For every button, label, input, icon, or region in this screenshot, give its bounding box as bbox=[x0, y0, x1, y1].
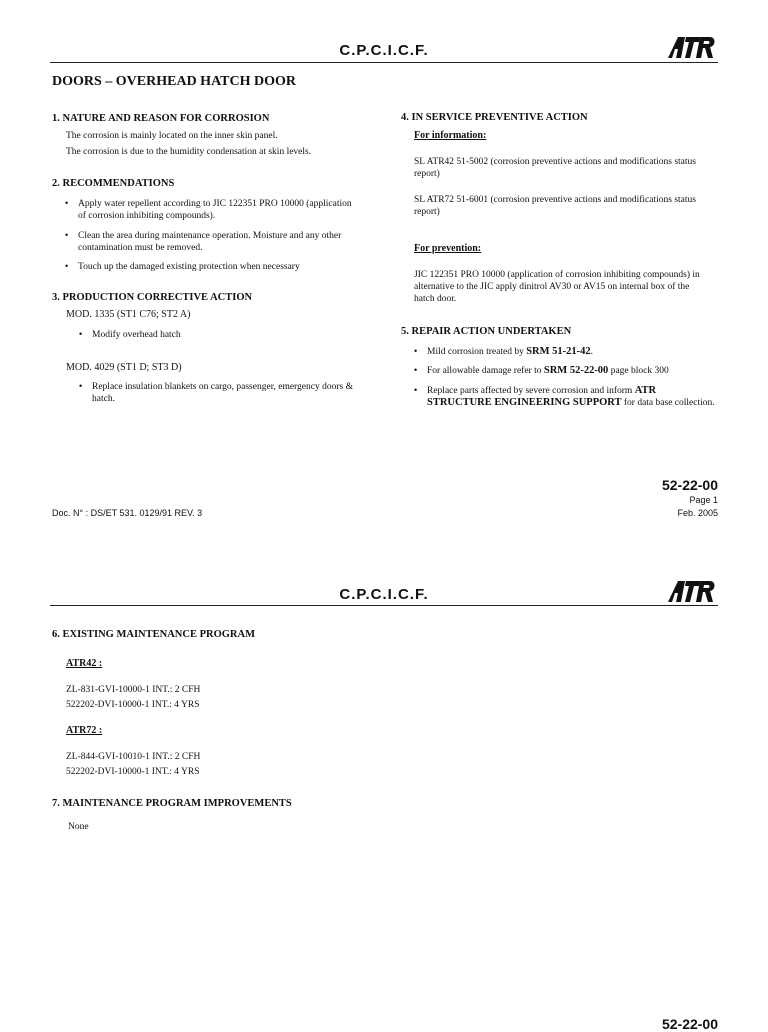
revision-date: Feb. 2005 bbox=[677, 508, 718, 518]
bullet-icon: • bbox=[65, 261, 69, 271]
mod-4029-action-line-2: hatch. bbox=[92, 394, 115, 404]
recommendation-3: Touch up the damaged existing protection when necessary bbox=[78, 262, 300, 272]
for-information-label: For information: bbox=[414, 130, 487, 141]
sl-atr72-line-2: report) bbox=[414, 207, 440, 217]
atr-logo-icon bbox=[666, 578, 716, 604]
section-6-heading: 6. EXISTING MAINTENANCE PROGRAM bbox=[52, 629, 256, 640]
mod-4029-title: MOD. 4029 (ST1 D; ST3 D) bbox=[66, 362, 182, 373]
page-code: 52-22-00 bbox=[661, 477, 718, 493]
section-7-heading: 7. MAINTENANCE PROGRAM IMPROVEMENTS bbox=[52, 798, 292, 809]
bullet-icon: • bbox=[79, 381, 83, 391]
repair-2-ref: SRM 52-22-00 bbox=[543, 365, 609, 376]
section-7-text: None bbox=[68, 822, 89, 832]
repair-3-support: STRUCTURE ENGINEERING SUPPORT bbox=[427, 397, 622, 408]
bullet-icon: • bbox=[65, 230, 69, 240]
atr-logo-icon bbox=[666, 34, 716, 60]
recommendation-1-line-2: of corrosion inhibiting compounds). bbox=[78, 211, 216, 221]
atr72-label: ATR72 : bbox=[66, 725, 103, 736]
section-5-heading: 5. REPAIR ACTION UNDERTAKEN bbox=[401, 326, 572, 337]
section-2-heading: 2. RECOMMENDATIONS bbox=[52, 178, 175, 189]
prevention-line-1: JIC 122351 PRO 10000 (application of corrosion inhibiting compounds) in bbox=[414, 270, 700, 280]
repair-2-text: For allowable damage refer to bbox=[427, 366, 544, 376]
atr72-task-2: 522202-DVI-10000-1 INT.: 4 YRS bbox=[66, 767, 200, 777]
recommendation-2-line-2: contamination must be removed. bbox=[78, 243, 203, 253]
header-rule bbox=[50, 605, 718, 606]
repair-3-line-1 bbox=[427, 385, 656, 397]
repair-3-atr: ATR bbox=[634, 385, 657, 396]
bullet-icon: • bbox=[414, 365, 418, 375]
repair-3-end: for data base collection. bbox=[621, 398, 715, 408]
repair-2 bbox=[427, 365, 669, 377]
repair-3-line-2 bbox=[427, 397, 715, 409]
page-code-partial: 52-22-00 bbox=[661, 1016, 718, 1032]
bullet-icon: • bbox=[414, 346, 418, 356]
repair-3-text: Replace parts affected by severe corrosion and inform bbox=[427, 386, 635, 396]
mod-1335-title: MOD. 1335 (ST1 C76; ST2 A) bbox=[66, 309, 191, 320]
sl-atr42-line-1: SL ATR42 51-5002 (corrosion preventive actions and modifications status bbox=[414, 157, 696, 167]
atr72-task-1: ZL-844-GVI-10010-1 INT.: 2 CFH bbox=[66, 752, 201, 762]
for-prevention-label: For prevention: bbox=[414, 243, 482, 254]
section-1-line-1: The corrosion is mainly located on the inner skin panel. bbox=[66, 131, 278, 141]
repair-1 bbox=[427, 346, 593, 358]
recommendation-1-line-1: Apply water repellent according to JIC 122351 PRO 10000 (application bbox=[78, 199, 352, 209]
section-1-heading: 1. NATURE AND REASON FOR CORROSION bbox=[52, 113, 270, 124]
repair-1-text: Mild corrosion treated by bbox=[427, 347, 527, 357]
document-title: DOORS – OVERHEAD HATCH DOOR bbox=[52, 74, 296, 89]
mod-1335-action: Modify overhead hatch bbox=[92, 330, 181, 340]
atr42-task-2: 522202-DVI-10000-1 INT.: 4 YRS bbox=[66, 700, 200, 710]
recommendation-2-line-1: Clean the area during maintenance operation. Moisture and any other bbox=[78, 231, 342, 241]
page-header-title: C.P.C.I.C.F. bbox=[339, 586, 429, 603]
atr42-label: ATR42 : bbox=[66, 658, 103, 669]
mod-4029-action-line-1: Replace insulation blankets on cargo, passenger, emergency doors & bbox=[92, 382, 353, 392]
section-4-heading: 4. IN SERVICE PREVENTIVE ACTION bbox=[401, 112, 588, 123]
page-header-title: C.P.C.I.C.F. bbox=[339, 42, 429, 59]
bullet-icon: • bbox=[79, 329, 83, 339]
section-3-heading: 3. PRODUCTION CORRECTIVE ACTION bbox=[52, 292, 253, 303]
header-rule bbox=[50, 62, 718, 63]
bullet-icon: • bbox=[414, 385, 418, 395]
document-number: Doc. N° : DS/ET 531. 0129/91 REV. 3 bbox=[52, 508, 203, 518]
prevention-line-2: alternative to the JIC apply dinitrol AV30 or AV15 on internal box of the bbox=[414, 282, 690, 292]
atr42-task-1: ZL-831-GVI-10000-1 INT.: 2 CFH bbox=[66, 685, 201, 695]
section-1-line-2: The corrosion is due to the humidity condensation at skin levels. bbox=[66, 147, 312, 157]
repair-1-ref: SRM 51-21-42 bbox=[526, 346, 591, 357]
sl-atr42-line-2: report) bbox=[414, 169, 440, 179]
page-label: Page 1 bbox=[689, 495, 718, 505]
repair-1-end: . bbox=[590, 347, 594, 357]
bullet-icon: • bbox=[65, 198, 69, 208]
repair-2-end: page block 300 bbox=[608, 366, 669, 376]
sl-atr72-line-1: SL ATR72 51-6001 (corrosion preventive actions and modifications status bbox=[414, 195, 696, 205]
prevention-line-3: hatch door. bbox=[414, 294, 457, 304]
